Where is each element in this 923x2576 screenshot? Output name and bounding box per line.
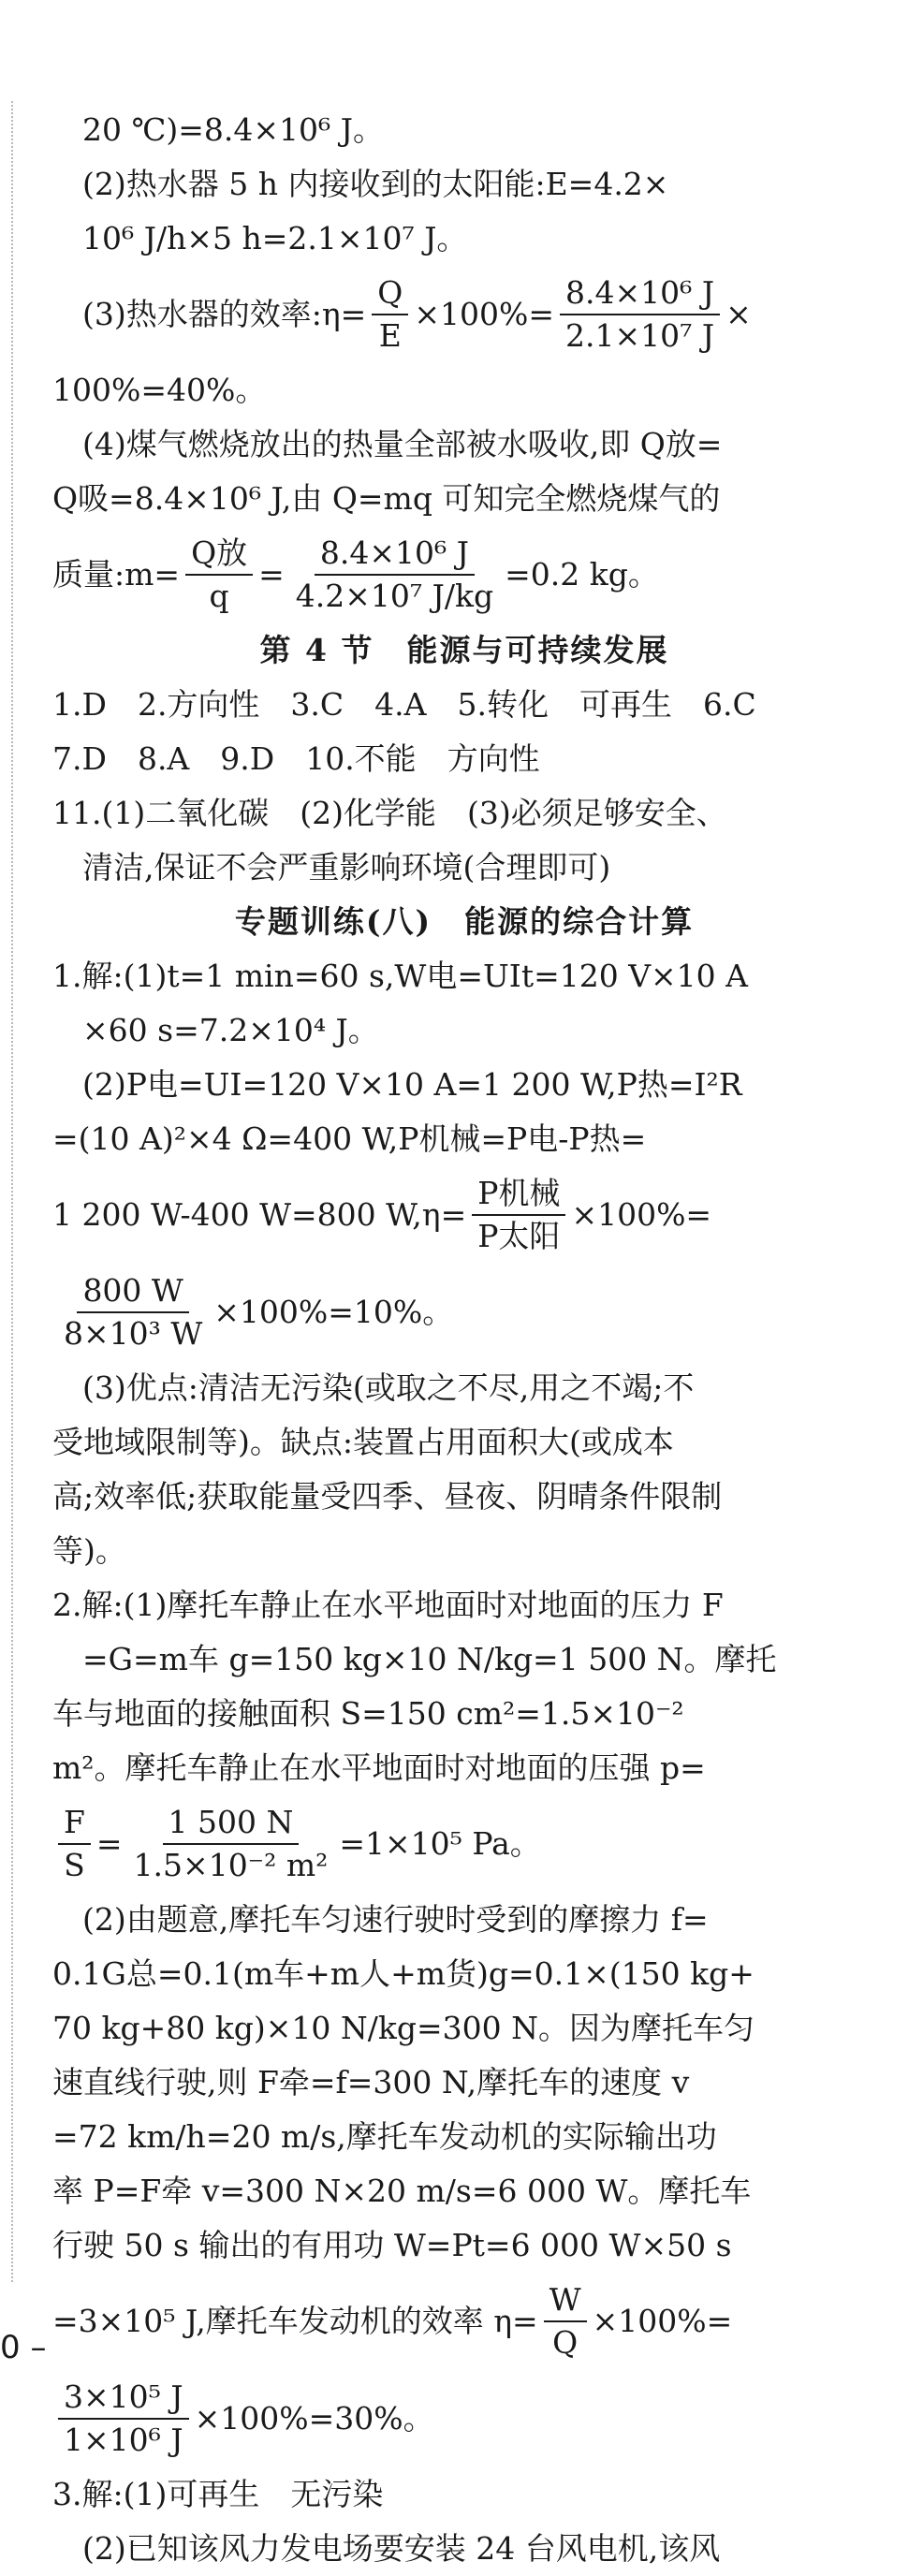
formula-line-mass: 质量:m= $\frac{\text{Q放}}{q}$ = $\frac{\text{8.4×10⁶ J}}{\text{4.2×10⁷ J/kg}}$ =0.2 kg。 <box>52 526 876 623</box>
answer-line: 7.D 8.A 9.D 10.不能 方向性 <box>52 740 540 777</box>
section-title: 第 4 节 能源与可持续发展 <box>259 632 669 668</box>
text-line: =G=m车 g=150 kg×10 N/kg=1 500 N。摩托 <box>82 1641 777 1677</box>
text-line: m²。摩托车静止在水平地面时对地面的压强 p= <box>52 1749 706 1786</box>
numerator: Q <box>372 272 408 315</box>
formula-line-eta2 <box>52 1166 876 1264</box>
text-line: 高;效率低;获取能量受四季、昼夜、阴晴条件限制 <box>52 1478 723 1515</box>
denominator: 1.5×10⁻² m² <box>133 1847 329 1883</box>
text-line: 0.1G总=0.1(m车+m人+m货)g=0.1×(150 kg+ <box>52 1955 755 1992</box>
formula-line-eta2-value <box>52 1264 876 1361</box>
answer-line: 11.(1)二氧化碳 (2)化学能 (3)必须足够安全、 <box>52 795 727 831</box>
numerator: 3×10⁵ J <box>58 2377 189 2420</box>
text-line: 10⁶ J/h×5 h=2.1×10⁷ J。 <box>82 220 468 256</box>
text-segment: =0.2 kg。 <box>505 556 659 593</box>
answer-text <box>52 103 876 2576</box>
formula-line-eta3 <box>52 2273 876 2370</box>
fraction <box>472 1173 565 1257</box>
text-line: 车与地面的接触面积 S=150 cm²=1.5×10⁻² <box>52 1695 684 1732</box>
text-line: 等)。 <box>52 1532 126 1569</box>
text-line: 3.解:(1)可再生 无污染 <box>52 2476 384 2512</box>
text-line: 2.解:(1)摩托车静止在水平地面时对地面的压力 F <box>52 1587 724 1623</box>
denominator: 8×10³ W <box>64 1315 203 1352</box>
numerator: F <box>58 1802 91 1845</box>
text-line: ×60 s=7.2×10⁴ J。 <box>82 1012 379 1048</box>
text-line: Q吸=8.4×10⁶ J,由 Q=mq 可知完全燃烧煤气的 <box>52 480 721 517</box>
denominator: 2.1×10⁷ J <box>565 317 715 354</box>
denominator: E <box>378 317 402 354</box>
page-number: 0 – <box>0 2329 47 2366</box>
fraction <box>560 272 720 357</box>
text-segment: 质量:m= <box>52 556 181 593</box>
answer-line: 1.D 2.方向性 3.C 4.A 5.转化 可再生 6.C <box>52 686 756 723</box>
numerator: 800 W <box>77 1270 188 1313</box>
numerator: 8.4×10⁶ J <box>315 533 475 576</box>
formula-line-efficiency <box>52 266 876 363</box>
text-segment: ×100%= <box>571 1196 712 1233</box>
numerator: 1 500 N <box>163 1802 300 1845</box>
text-line: (2)热水器 5 h 内接收到的太阳能:E=4.2× <box>82 166 669 202</box>
fraction <box>185 533 253 617</box>
denominator: 1×10⁶ J <box>64 2422 183 2458</box>
text-line: 100%=40%。 <box>52 372 267 408</box>
text-line: =72 km/h=20 m/s,摩托车发动机的实际输出功 <box>52 2118 717 2155</box>
denominator: Q <box>552 2324 579 2361</box>
denominator: P太阳 <box>477 1218 561 1254</box>
denominator: 4.2×10⁷ J/kg <box>295 578 494 614</box>
text-line: 受地域限制等)。缺点:装置占用面积大(或成本 <box>52 1424 674 1460</box>
text-line: (2)P电=UI=120 V×10 A=1 200 W,P热=I²R <box>82 1066 742 1103</box>
text-line: 70 kg+80 kg)×10 N/kg=300 N。因为摩托车匀 <box>52 2010 755 2046</box>
text-segment: (3)热水器的效率:η= <box>82 296 367 332</box>
fraction <box>58 2377 189 2461</box>
text-segment: ×100%= <box>592 2303 733 2339</box>
fraction <box>58 1802 91 1886</box>
fraction <box>544 2279 587 2364</box>
text-segment: = <box>95 1825 123 1862</box>
formula-line-pressure <box>52 1795 876 1893</box>
text-line: (4)煤气燃烧放出的热量全部被水吸收,即 Q放= <box>82 426 723 462</box>
text-line: (2)已知该风力发电场要安装 24 台风电机,该风 <box>82 2530 721 2567</box>
special-title: 专题训练(八) 能源的综合计算 <box>234 903 695 940</box>
fraction <box>290 533 499 617</box>
text-line: 行驶 50 s 输出的有用功 W=Pt=6 000 W×50 s <box>52 2227 732 2263</box>
denominator: S <box>64 1847 85 1883</box>
fraction <box>372 272 408 357</box>
text-segment: ×100%=10%。 <box>213 1294 454 1330</box>
text-line: (3)优点:清洁无污染(或取之不尽,用之不竭;不 <box>82 1369 695 1406</box>
text-line: 速直线行驶,则 F牵=f=300 N,摩托车的速度 v <box>52 2064 690 2100</box>
denominator: q <box>209 578 229 614</box>
text-segment: × <box>725 296 752 332</box>
numerator: Q放 <box>185 533 253 576</box>
fraction <box>58 1270 208 1354</box>
text-segment: =1×10⁵ Pa。 <box>339 1825 541 1862</box>
fraction <box>128 1802 334 1886</box>
numerator: W <box>544 2279 587 2322</box>
numerator: 8.4×10⁶ J <box>560 272 720 315</box>
numerator: P机械 <box>472 1173 565 1216</box>
text-line: 1.解:(1)t=1 min=60 s,W电=UIt=120 V×10 A <box>52 958 748 994</box>
text-line: 率 P=F牵 v=300 N×20 m/s=6 000 W。摩托车 <box>52 2173 752 2209</box>
text-segment: ×100%=30%。 <box>194 2400 434 2437</box>
text-segment: 1 200 W-400 W=800 W,η= <box>52 1196 467 1233</box>
text-line: 20 ℃)=8.4×10⁶ J。 <box>82 111 384 148</box>
binding-margin-line <box>11 101 13 2282</box>
formula-line-eta3-value <box>52 2370 876 2467</box>
text-segment: ×100%= <box>414 296 555 332</box>
text-line: =(10 A)²×4 Ω=400 W,P机械=P电-P热= <box>52 1120 647 1157</box>
answer-line: 清洁,保证不会严重影响环境(合理即可) <box>82 849 611 886</box>
text-segment: =3×10⁵ J,摩托车发动机的效率 η= <box>52 2303 538 2339</box>
text-line: (2)由题意,摩托车匀速行驶时受到的摩擦力 f= <box>82 1901 709 1938</box>
